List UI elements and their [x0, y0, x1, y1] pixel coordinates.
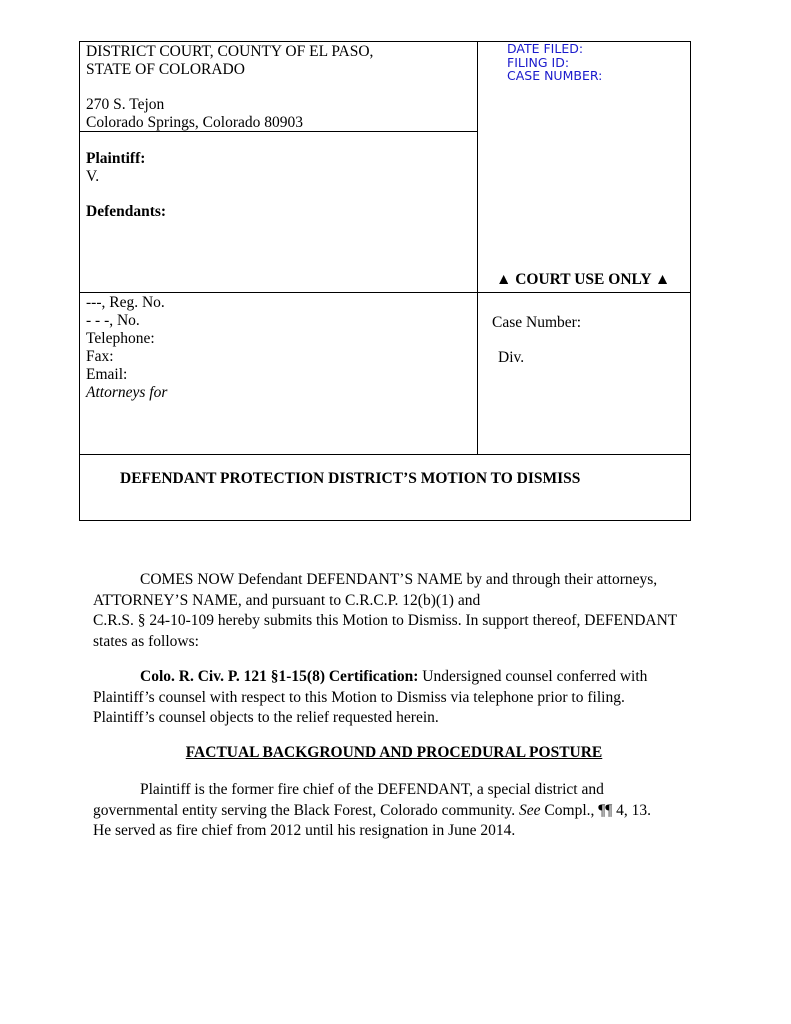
- certification-line2: Plaintiff’s counsel with respect to this Motion to Dismiss via telephone prior to filing.: [93, 688, 625, 706]
- case-number-stamp-label: CASE NUMBER:: [507, 68, 603, 83]
- background-line2: [93, 801, 693, 822]
- div-label: Div.: [498, 349, 525, 366]
- certification-label: Colo. R. Civ. P. 121 §1-15(8) Certification:: [140, 668, 419, 685]
- intro-line3: C.R.S. § 24-10-109 hereby submits this Motion to Dismiss. In support thereof, DEFENDANT: [93, 612, 678, 629]
- background-paragraph: [93, 780, 693, 842]
- certification-paragraph: [93, 667, 693, 729]
- court-use-only: ▲ COURT USE ONLY ▲: [496, 271, 671, 288]
- background-line2-text: governmental entity serving the Black Forest, Colorado community.: [93, 801, 520, 819]
- background-line1: Plaintiff is the former fire chief of the DEFENDANT, a special district and: [140, 781, 604, 798]
- caption-column-divider: [477, 42, 478, 454]
- court-name-line2: STATE OF COLORADO: [86, 61, 245, 78]
- parties: [86, 150, 166, 221]
- intro-paragraph: [93, 570, 693, 652]
- defendants-label: Defendants:: [86, 203, 167, 220]
- plaintiff-label: Plaintiff:: [86, 150, 146, 167]
- case-number-label: Case Number:: [492, 314, 582, 331]
- court-info: [86, 43, 373, 132]
- attorney-reg-no: ---, Reg. No.: [86, 294, 165, 311]
- court-address-line2: Colorado Springs, Colorado 80903: [86, 114, 303, 131]
- attorneys-for: Attorneys for: [86, 384, 168, 401]
- court-address-line1: 270 S. Tejon: [86, 96, 165, 113]
- background-citation: Compl., ¶¶ 4, 13.: [540, 801, 652, 819]
- filing-id-label: FILING ID:: [507, 54, 570, 70]
- caption-table: [79, 41, 691, 521]
- certification-line1-text: Undersigned counsel conferred with: [418, 668, 648, 685]
- motion-title: DEFENDANT PROTECTION DISTRICT’S MOTION TO DISMISS: [120, 470, 581, 487]
- attorney-no: - - -, No.: [86, 312, 140, 329]
- section-heading: FACTUAL BACKGROUND AND PROCEDURAL POSTURE: [185, 744, 603, 761]
- intro-line2: ATTORNEY’S NAME, and pursuant to C.R.C.P. 12(b)(1) and: [93, 591, 481, 609]
- date-filed-label: DATE FILED:: [507, 41, 584, 56]
- court-name-line1: DISTRICT COURT, COUNTY OF EL PASO,: [86, 43, 374, 60]
- attorney-fax: Fax:: [86, 348, 114, 365]
- background-line3: He served as fire chief from 2012 until his resignation in June 2014.: [93, 822, 516, 839]
- certification-line3: Plaintiff’s counsel objects to the relief requested herein.: [93, 709, 439, 726]
- intro-line1: COMES NOW Defendant DEFENDANT’S NAME by and through their attorneys,: [140, 571, 658, 588]
- attorney-info: [86, 294, 167, 402]
- intro-line4: states as follows:: [93, 632, 199, 650]
- see-signal: See: [519, 801, 541, 819]
- versus-label: V.: [86, 168, 100, 185]
- caption-divider-parties: [80, 292, 690, 293]
- certification-line1: [93, 667, 693, 688]
- attorney-telephone: Telephone:: [86, 330, 155, 347]
- filing-stamp: [507, 42, 602, 83]
- attorney-email: Email:: [86, 366, 128, 383]
- caption-divider-attorney: [80, 454, 690, 455]
